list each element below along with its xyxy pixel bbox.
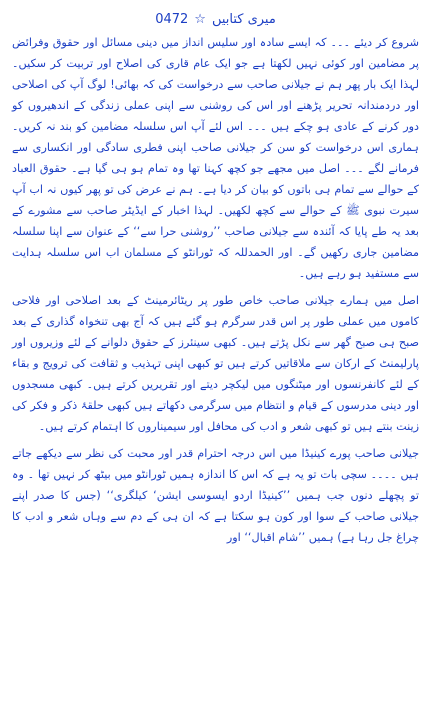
book-title: میری کتابیں xyxy=(211,11,276,27)
paragraph: شروع کر دیئے ۔۔۔ کہ ایسے سادہ اور سلیس انداز میں دینی مسائل اور حقوق وفرائض پر مضامین اور کوئی نہیں لکھتا ہے جو ایک عام قاری کی اصلاح اور تربیت کر سکیں۔ لہذا ایک بار پھر ہم نے جیلانی صاحب سے درخواست کی کہ بھائی! لوگ آپ کی اصلاحی اور دردمندانہ تحریر پڑھنے اور اس کی روشنی سے اپنی عملی زندگی کے اندھیروں کو دور کرنے کے عادی ہو چکے ہیں ۔۔۔ اس لئے آپ اس سلسلہ مضامین کو بند نہ کریں۔ ہماری اس درخواست کو سن کر جیلانی صاحب اپنی فطری سادگی اور انکساری سے فرمانے لگے ۔۔۔ اصل میں مجھے جو کچھ کہنا تھا وہ تمام ہو ہی گیا ہے۔ حقوق العباد کے حوالے سے تمام ہی باتوں کو بیان کر دیا ہے۔ ہم نے عرض کی تو پھر کیوں نہ اب آپ سیرت نبوی ﷺ کے حوالے سے کچھ لکھیں۔ لہذا اخبار کے ایڈیٹر صاحب سے مشورے کے بعد یہ طے پایا کہ آئندہ سے جیلانی صاحب ’’روشنی حرا سے‘‘ کے عنوان سے اپنا سلسلہ مضامین جاری رکھیں گے۔ اور الحمدللہ کہ ٹورانٹو کے مسلمان اب اس سلسلہ ہدایت سے مستفید ہو رہے ہیں۔ xyxy=(12,36,419,280)
paragraph: جیلانی صاحب پورے کینیڈا میں اس درجہ احترام قدر اور محبت کی نظر سے دیکھے جاتے ہیں ۔۔۔۔ سچی بات تو یہ ہے کہ اس کا اندازہ ہمیں ٹورانٹو میں بیٹھ کر نہیں تھا ۔ وہ تو پچھلے دنوں جب ہمیں ’’کینیڈا اردو ایسوسی ایشن‘ کیلگری‘‘ (جس کا صدر اپنے جیلانی صاحب کے سوا اور کون ہو سکتا ہے کہ ان ہی کے دم سے وہاں شعر و ادب کا چراغ جل رہا ہے) ہمیں ’’شام اقبال‘‘ اور xyxy=(12,447,419,544)
page-number: 0472 xyxy=(155,11,189,27)
paragraph: اصل میں ہمارے جیلانی صاحب خاص طور پر ریٹائرمینٹ کے بعد اصلاحی اور فلاحی کاموں میں عملی طور پر اس قدر سرگرم ہو گئے ہیں کہ آج بھی تنخواہ گذاری کے بعد صبح ہی صبح گھر سے نکل پڑتے ہیں۔ کبھی سینئرز کے حقوق دلوانے کے لئے وزیروں اور پارلیمنٹ کے ارکان سے ملاقاتیں کرتے ہیں تو کبھی اپنی تہذیب و ثقافت کی ترویج و بقاء کے لئے کانفرنسوں اور میٹنگوں میں لیکچر دیتے اور تقریریں کرتے ہیں۔ کبھی مسجدوں اور دینی مدرسوں کے قیام و انتظام میں سرگرمی دکھاتے ہیں کبھی حلقۂ ذکر و فکر کی زینت بنتے ہیں تو کبھی شعر و ادب کی محافل اور سیمیناروں کا اہتمام کرتے ہیں۔ xyxy=(12,294,419,433)
page-header xyxy=(12,6,419,32)
star-icon: ☆ xyxy=(194,11,206,27)
page-body xyxy=(12,32,419,548)
